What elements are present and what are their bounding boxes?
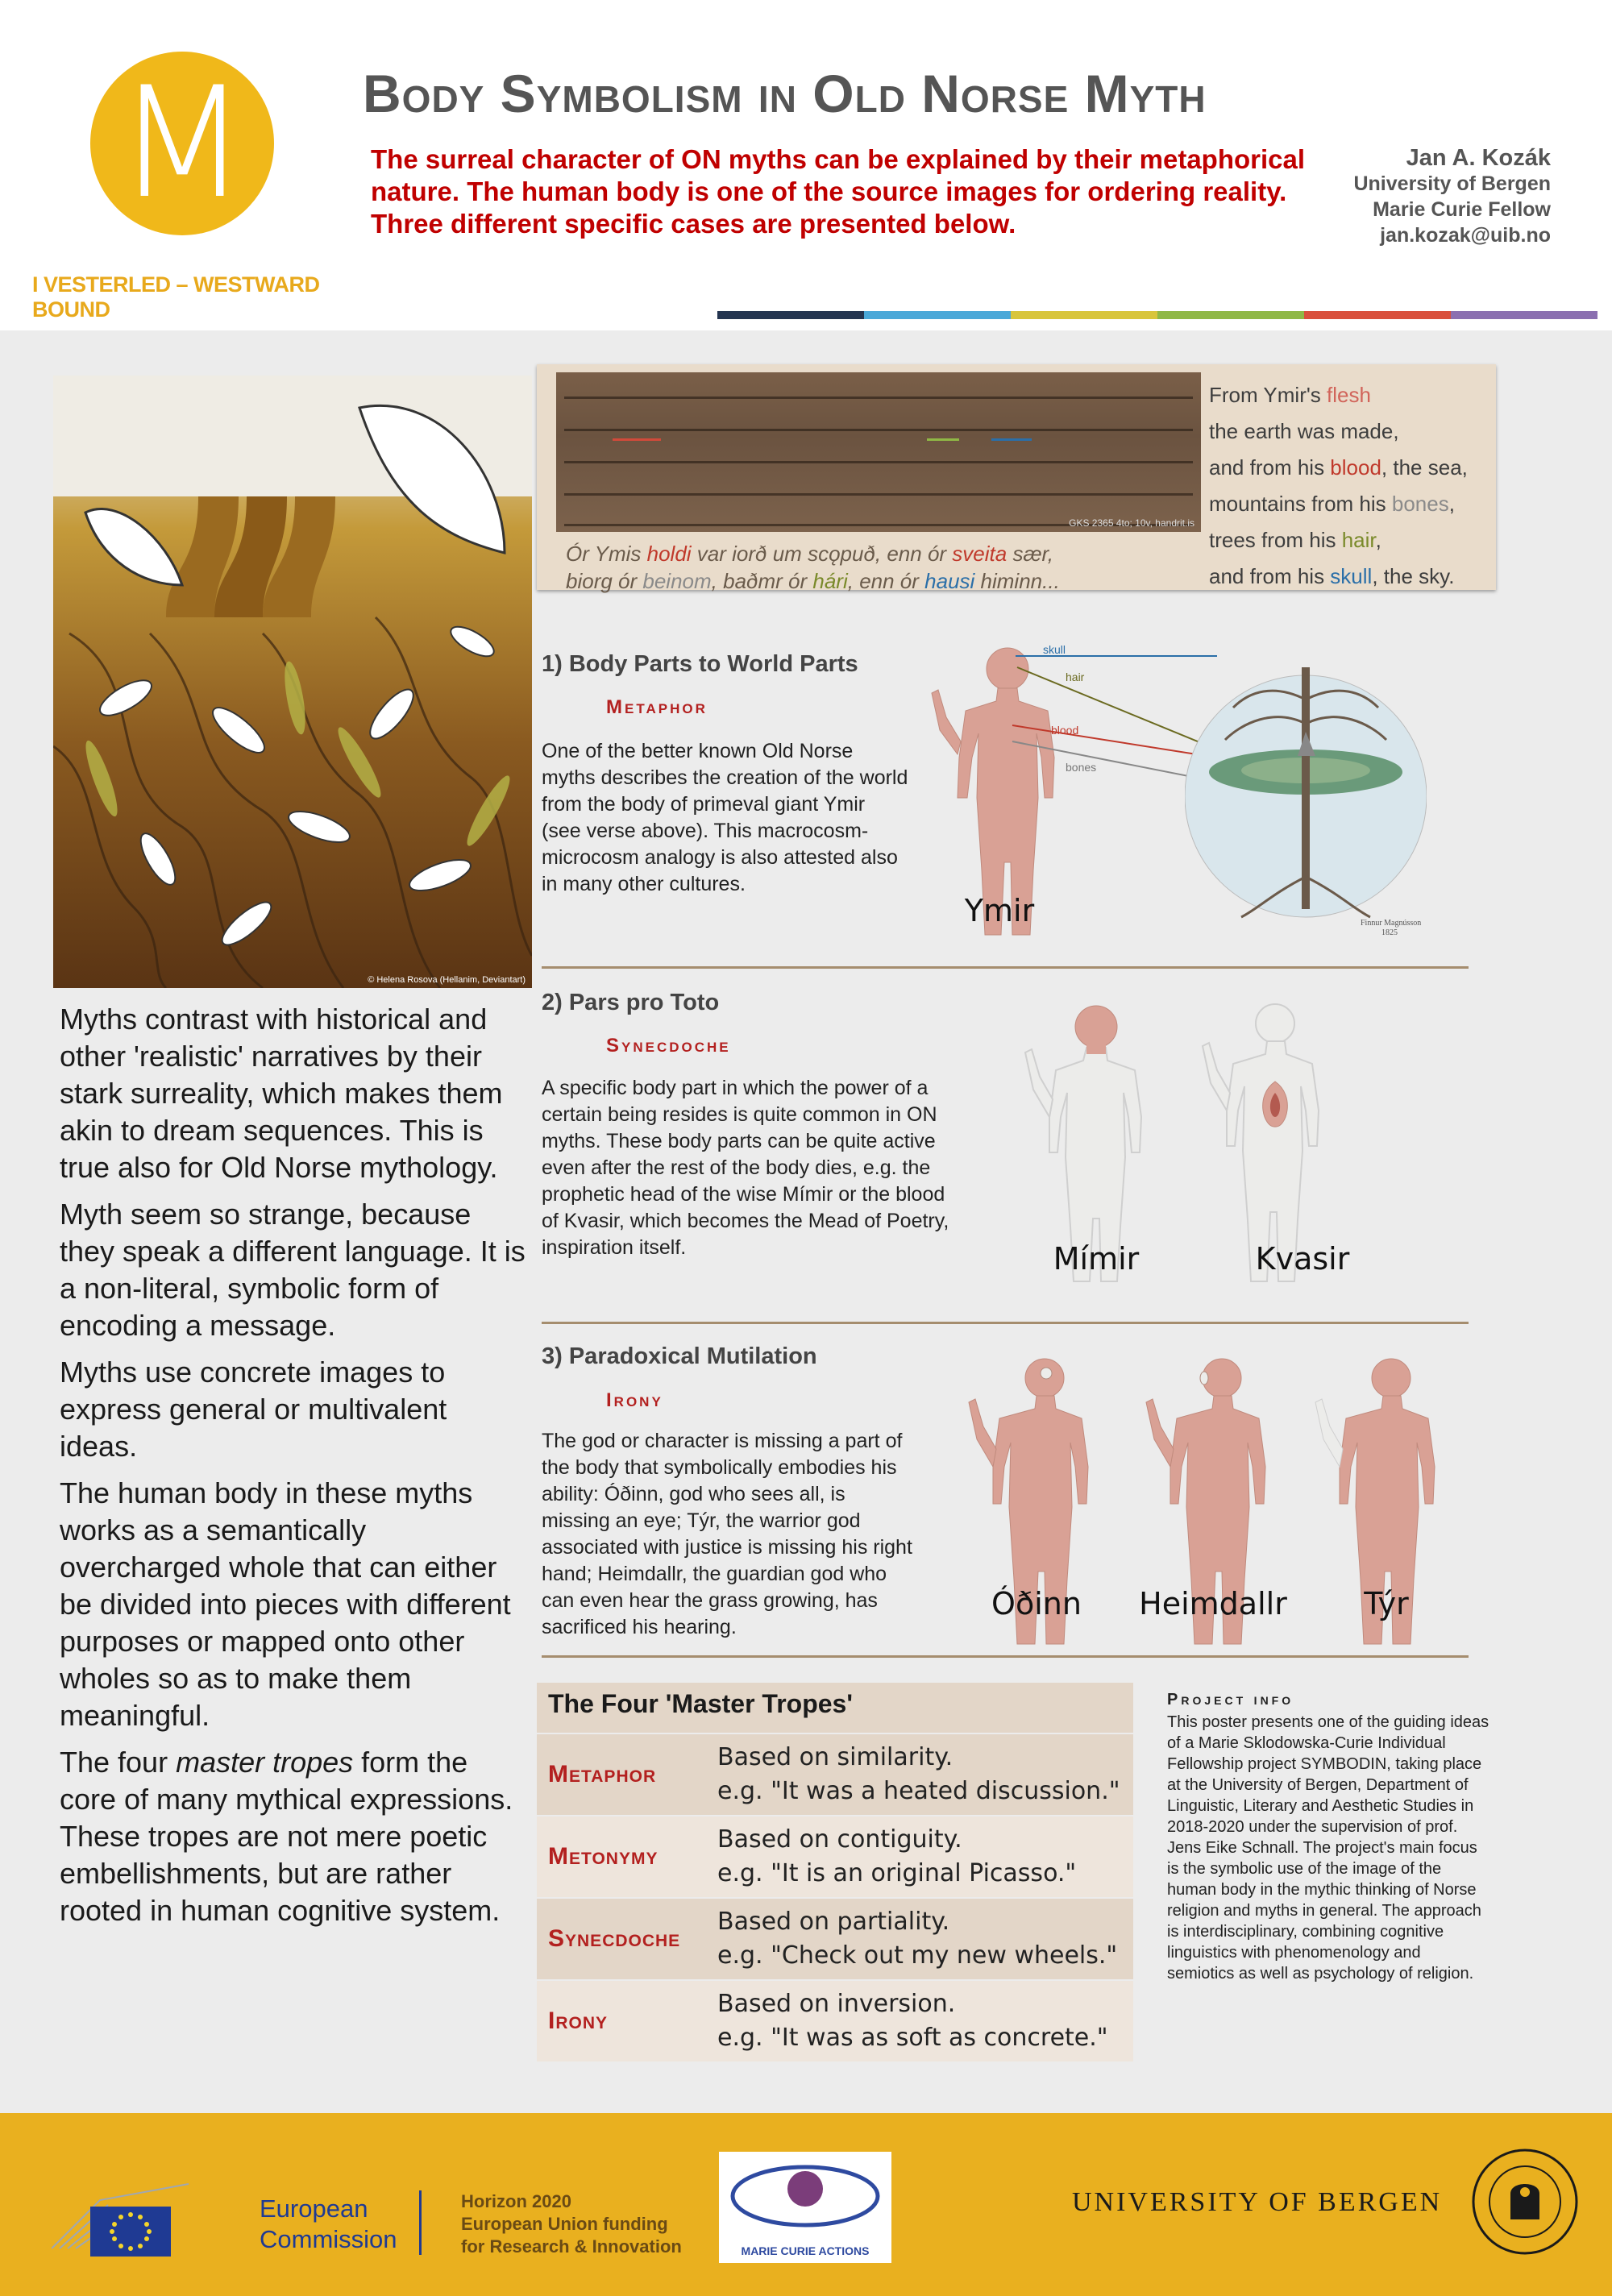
page-header [0, 0, 1612, 330]
painting-credit: © Helena Rosova (Hellanim, Deviantart) [368, 975, 526, 985]
translation-line: and from his blood, the sea, [1209, 455, 1468, 480]
poster-subtitle: The surreal character of ON myths can be explained by their metaphorical nature. The human body is one of the source images for ordering reality. Three different specific cases are presented below. [371, 144, 1306, 239]
marie-curie-logo [719, 2152, 891, 2263]
uib-name: UNIVERSITY OF BERGEN [1072, 2187, 1443, 2217]
translation-line: mountains from his bones, [1209, 492, 1455, 516]
color-bar-segment [1304, 311, 1451, 319]
yggdrasil-credit: Finnur Magnússon [1361, 919, 1422, 928]
highlight-skull [991, 438, 1032, 441]
section1-text: One of the better known Old Norse myths describes the creation of the world from the body of primeval giant Ymir (see verse above). This macrocosm-microcosm analogy is also attested also in many other cultures. [542, 740, 908, 895]
color-bar-segment [864, 311, 1011, 319]
manuscript-credit: GKS 2365 4to; 10v, handrit.is [1069, 517, 1194, 529]
figure-label-mimir: Mímir [1053, 1241, 1140, 1277]
author-role: Marie Curie Fellow [1373, 198, 1551, 221]
highlight-hair [927, 438, 959, 441]
label-bones: bones [1066, 761, 1097, 774]
table-title: The Four 'Master Tropes' [537, 1683, 1133, 1733]
highlight-flesh [613, 438, 661, 441]
marie-curie-emblem [719, 2152, 891, 2240]
color-bar-segment [1011, 311, 1157, 319]
painting-art [53, 376, 532, 988]
color-bar-segment [1157, 311, 1304, 319]
figure-label-tyr: Týr [1364, 1586, 1409, 1621]
figure-label-ymir: Ymir [964, 893, 1035, 928]
project-info-title: Project info [1167, 1691, 1294, 1709]
table-row [537, 1899, 1133, 1979]
trope-name: Synecdoche [548, 1925, 681, 1952]
label-hair: hair [1066, 671, 1085, 683]
section-divider [542, 1655, 1469, 1658]
translation-line: the earth was made, [1209, 419, 1399, 443]
author-block [1353, 145, 1551, 248]
color-bar-segment [717, 311, 864, 319]
section-divider [542, 966, 1469, 969]
figure-label-kvasir: Kvasir [1255, 1241, 1350, 1277]
label-blood: blood [1051, 724, 1079, 737]
figure-label-odinn: Óðinn [991, 1586, 1082, 1621]
intro-text [60, 1001, 527, 1939]
intro-paragraph: The human body in these myths works as a semantically overcharged whole that can either be divided into pieces with different purposes or mapped onto other wholes so as to make them meaningful. [60, 1476, 511, 1732]
trope-description: Based on partiality. e.g. "Check out my new wheels." [717, 1908, 1118, 1970]
intro-paragraph: Myth seem so strange, because they speak a different language. It is a non-literal, symbolic form of encoding a message. [60, 1198, 526, 1342]
section1-heading: 1) Body Parts to World Parts [542, 651, 858, 677]
section3-heading: 3) Paradoxical Mutilation [542, 1343, 817, 1369]
transcription-line-2: biorg ór beinom, baðmr ór hári, enn ór hausi himinn... [566, 569, 1060, 593]
section2-trope: Synecdoche [606, 1035, 731, 1057]
manuscript-transcription [566, 540, 1194, 595]
author-email[interactable]: jan.kozak@uib.no [1380, 224, 1551, 247]
intro-paragraph: Myths contrast with historical and other 'realistic' narratives by their stark surreality, which makes them akin to dream sequences. This is true also for Old Norse mythology. [60, 1003, 503, 1184]
project-info [1167, 1689, 1489, 1984]
trope-name: Metaphor [548, 1761, 657, 1787]
author-name: Jan A. Kozák [1406, 145, 1551, 171]
intro-paragraph: The four master tropes form the core of many mythical expressions. These tropes are not mere poetic embellishments, but are rather rooted in human cognitive system. [60, 1746, 513, 1927]
author-affiliation: University of Bergen [1353, 172, 1551, 195]
yggdrasil-credit-year: 1825 [1381, 928, 1398, 937]
ymir-painting [53, 376, 532, 988]
section2-heading: 2) Pars pro Toto [542, 990, 720, 1015]
translation-line: and from his skull, the sky. [1209, 564, 1455, 588]
color-bar [717, 311, 1597, 319]
translation-line: trees from his hair, [1209, 528, 1381, 552]
table-row [537, 1816, 1133, 1897]
section3-text: The god or character is missing a part of the body that symbolically embodies his ability: Óðinn, god who sees all, is missing an eye; Týr, the warrior god associated with justice is missing his right hand; Heimdallr, the guardian god who can even hear the grass growing, has sacrificed his hearing. [542, 1430, 912, 1638]
verse-translation [1209, 377, 1499, 595]
horizon2020-label: Horizon 2020 European Union funding for Research & Innovation [461, 2191, 682, 2257]
section-divider [542, 1322, 1469, 1324]
transcription-line-1: Ór Ymis holdi var iorð um scǫpuð, enn ór sveita sær, [566, 542, 1054, 566]
section1-trope: Metaphor [606, 696, 708, 718]
ec-building-logo [52, 2168, 189, 2257]
table-row [537, 1981, 1133, 2061]
section3-trope: Irony [606, 1389, 663, 1411]
intro-paragraph: Myths use concrete images to express general or multivalent ideas. [60, 1356, 447, 1463]
figure-label-heimdallr: Heimdallr [1139, 1586, 1287, 1621]
poster-title: Body Symbolism in Old Norse Myth [363, 64, 1207, 123]
color-bar-segment [1451, 311, 1597, 319]
ec-label: European Commission [260, 2194, 397, 2253]
project-logo: M [90, 52, 274, 235]
trope-name: Irony [548, 2007, 609, 2034]
uib-seal [1469, 2145, 1581, 2258]
marie-curie-label: MARIE CURIE ACTIONS [741, 2244, 870, 2257]
logo-tagline: I VESTERLED – WESTWARD BOUND [32, 272, 320, 322]
label-skull: skull [1043, 643, 1066, 656]
trope-description: Based on similarity. e.g. "It was a heated discussion." [717, 1743, 1120, 1805]
trope-name: Metonymy [548, 1843, 659, 1870]
section2-text: A specific body part in which the power of a certain being resides is quite common in ON myths. These body parts can be quite active even after the rest of the body dies, e.g. the prophetic head of the wise Mímir or the blood of Kvasir, which becomes the Mead of Poetry, inspiration itself. [542, 1077, 949, 1259]
footer [0, 2113, 1612, 2296]
yggdrasil-painting [1185, 651, 1427, 941]
manuscript-image [556, 372, 1201, 532]
trope-description: Based on contiguity. e.g. "It is an original Picasso." [717, 1825, 1077, 1887]
trope-description: Based on inversion. e.g. "It was as soft as concrete." [717, 1990, 1108, 2052]
footer-divider [419, 2190, 422, 2255]
translation-line: From Ymir's flesh [1209, 383, 1371, 407]
table-row [537, 1734, 1133, 1815]
project-info-text: This poster presents one of the guiding ideas of a Marie Sklodowska-Curie Individual Fellowship project SYMBODIN, taking place at the University of Bergen, Department of Linguistic, Literary and Aesthetic Studies in 2018-2020 under the supervision of prof. Jens Eike Schnall. The project's main focus is the symbolic use of the image of the human body in the mythic thinking of Norse religion and myths in general. The approach is interdisciplinary, combining cognitive linguistics with phenomenology and semiotics as well as psychology of religion. [1167, 1713, 1489, 1983]
master-tropes-table [537, 1683, 1133, 2061]
